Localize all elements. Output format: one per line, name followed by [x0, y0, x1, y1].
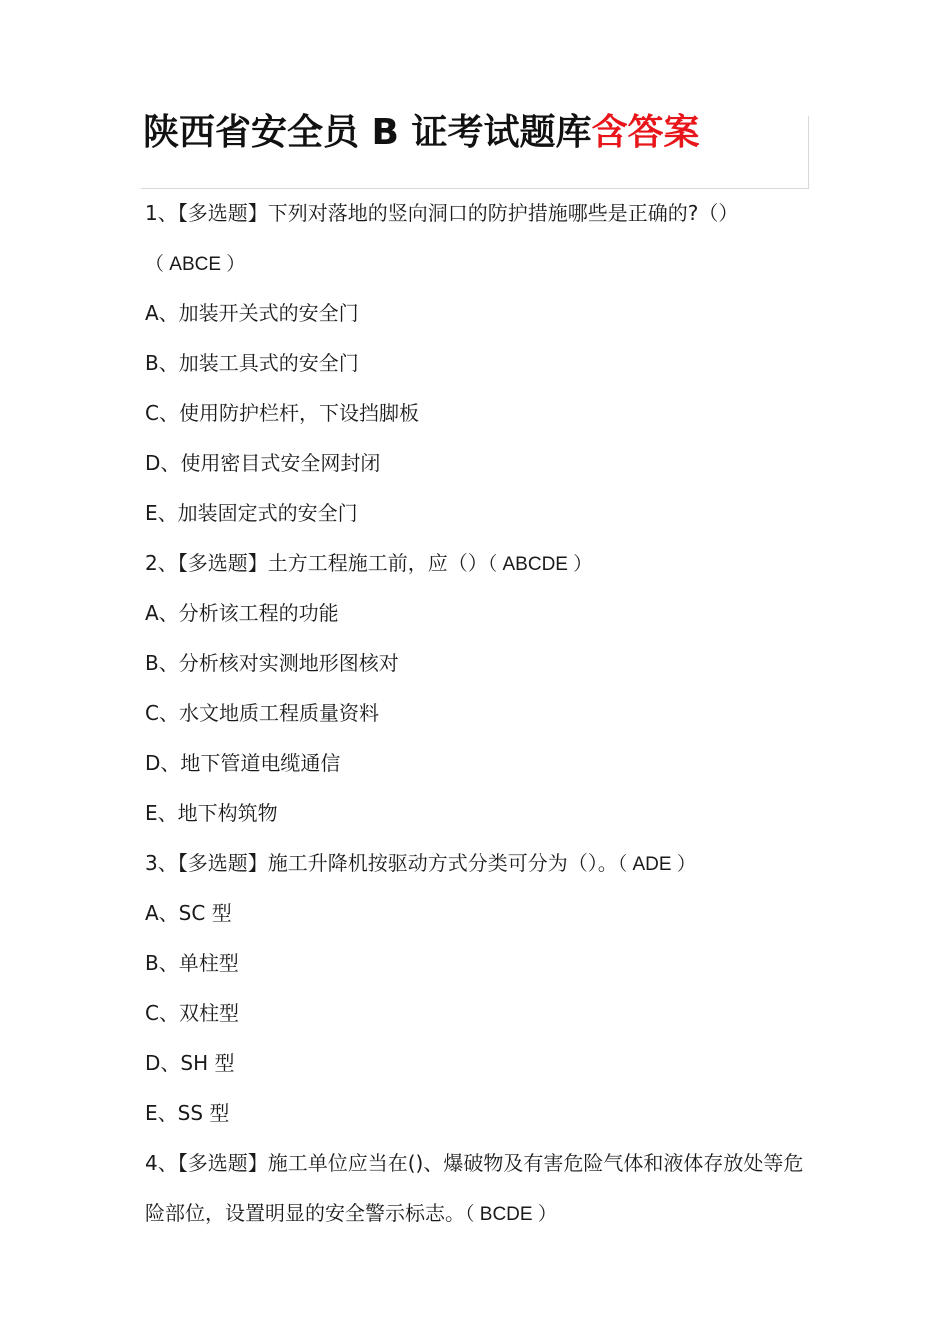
option-item: B、加装工具式的安全门 [145, 351, 359, 375]
option-item: D、SH 型 [145, 1051, 235, 1075]
answer-text: （ ABCE ） [145, 254, 246, 275]
question-text: 3、【多选题】施工升降机按驱动方式分类可分为（）。 [145, 851, 618, 875]
answer-text: （ ADE ） [617, 854, 696, 875]
option-item: B、分析核对实测地形图核对 [145, 651, 399, 675]
question-stem: 1、【多选题】下列对落地的竖向洞口的防护措施哪些是正确的?（） [145, 201, 739, 225]
answer-text: （ ABCDE ） [487, 554, 593, 575]
option-item: E、加装固定式的安全门 [145, 501, 358, 525]
question-text: 2、【多选题】土方工程施工前，应（） [145, 551, 488, 575]
question-answer [145, 238, 815, 288]
option-item: E、SS 型 [145, 1101, 230, 1125]
question-stem [145, 838, 815, 888]
question-stem [145, 1138, 815, 1240]
title-main: 陕西省安全员 B 证考试题库 [143, 112, 592, 153]
page-title [143, 104, 700, 155]
question-text: 4、【多选题】施工单位应当在()、爆破物及有害危险气体和液体存放处等危险部位，设置明显的安全警示标志。 [145, 1151, 804, 1225]
question-stem [145, 538, 815, 588]
option-item: A、SC 型 [145, 901, 232, 925]
answer-text: （ BCDE ） [465, 1204, 557, 1225]
option-item: D、地下管道电缆通信 [145, 751, 341, 775]
option-item: C、使用防护栏杆，下设挡脚板 [145, 401, 419, 425]
option-item: D、使用密目式安全网封闭 [145, 451, 381, 475]
option-item: A、加装开关式的安全门 [145, 301, 359, 325]
option-item: E、地下构筑物 [145, 801, 278, 825]
option-item: C、水文地质工程质量资料 [145, 701, 379, 725]
question-list [145, 188, 815, 1240]
option-item: B、单柱型 [145, 951, 239, 975]
title-accent: 含答案 [591, 112, 700, 153]
option-item: C、双柱型 [145, 1001, 239, 1025]
option-item: A、分析该工程的功能 [145, 601, 339, 625]
